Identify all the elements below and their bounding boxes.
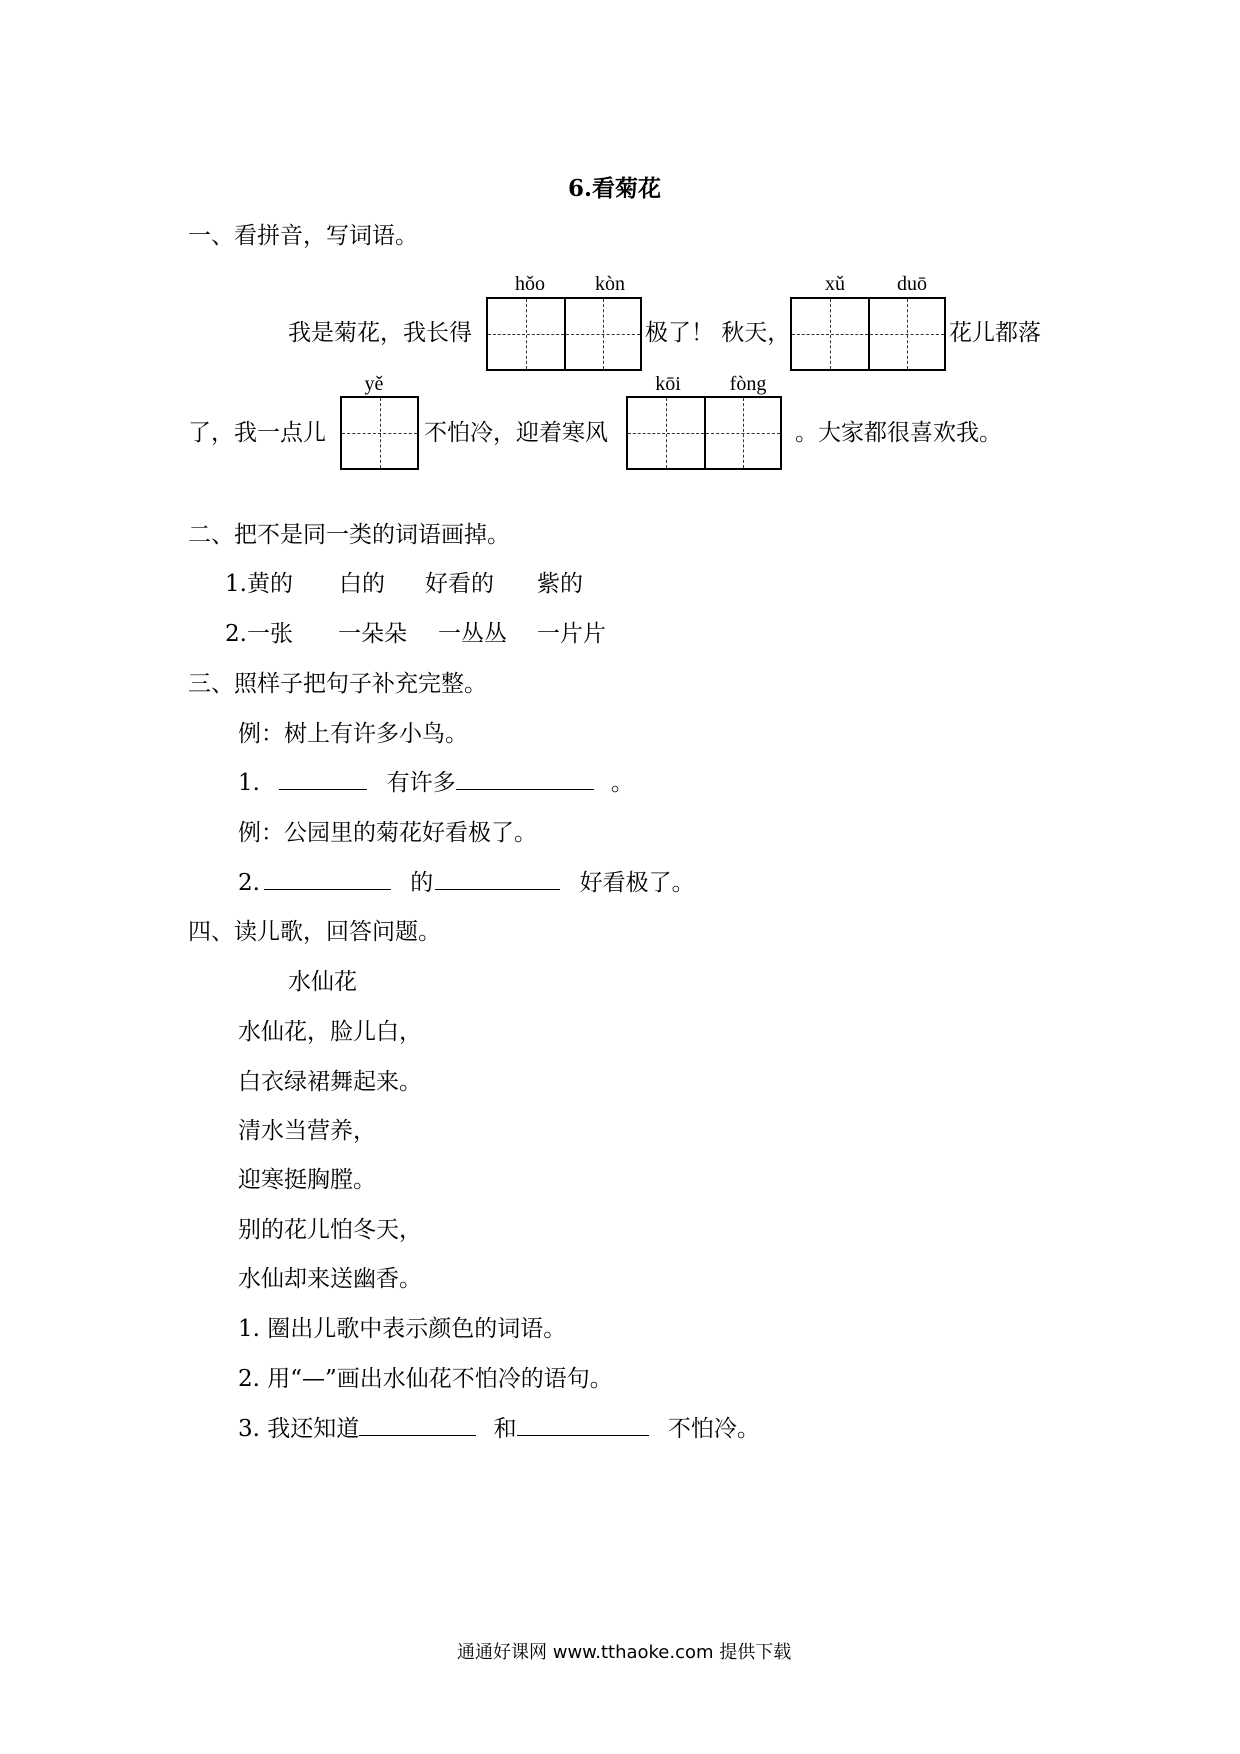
- s1-text-4: 了，我一点儿: [188, 420, 326, 446]
- s1-text-3: 花儿都落: [949, 320, 1041, 346]
- answer-blank[interactable]: [264, 869, 391, 890]
- s3-q2-text: 的: [410, 870, 434, 896]
- answer-blank[interactable]: [279, 769, 367, 790]
- s4-q3-end: 不怕冷。: [667, 1416, 760, 1442]
- writing-grid-haokan[interactable]: [486, 297, 642, 371]
- pinyin-kan: kòn: [595, 273, 625, 295]
- grid-cell[interactable]: [488, 299, 564, 369]
- poem-line: 水仙花，脸儿白，: [238, 1019, 422, 1045]
- s4-q3-and: 和: [493, 1416, 517, 1442]
- writing-grid-kaifang[interactable]: [626, 396, 782, 470]
- pinyin-kai: kōi: [655, 373, 681, 395]
- s3-example1: 例：树上有许多小鸟。: [238, 721, 468, 747]
- s4-question2: 2. 用“—”画出水仙花不怕冷的语句。: [238, 1366, 613, 1392]
- s3-q1-end: 。: [610, 770, 634, 796]
- poem-line: 迎寒挺胸膛。: [238, 1167, 376, 1193]
- poem-title: 水仙花: [288, 969, 357, 995]
- s4-question3: [238, 1414, 760, 1444]
- grid-cell[interactable]: [628, 398, 704, 468]
- grid-cell[interactable]: [564, 299, 640, 369]
- answer-blank[interactable]: [435, 869, 560, 890]
- pinyin-ye: yě: [364, 373, 384, 395]
- s1-text-5: 不怕冷，迎着寒风: [424, 420, 608, 446]
- poem-line: 白衣绿裙舞起来。: [238, 1069, 422, 1095]
- answer-blank[interactable]: [359, 1415, 476, 1436]
- s2-row2-item[interactable]: 一片片: [537, 621, 606, 647]
- section2-heading: 二、把不是同一类的词语画掉。: [188, 522, 510, 548]
- s3-question1: [238, 768, 634, 798]
- s3-q1-text: 有许多: [386, 770, 456, 796]
- s1-text-6: 。大家都很喜欢我。: [795, 420, 1002, 446]
- poem-line: 别的花儿怕冬天，: [238, 1217, 422, 1243]
- s3-q2-number: 2.: [238, 870, 260, 896]
- pinyin-fang: fòng: [729, 373, 767, 395]
- s1-text-2: 极了！ 秋天，: [645, 320, 791, 346]
- s2-row2-item[interactable]: 2.一张: [225, 621, 293, 647]
- s2-row2-item[interactable]: 一丛丛: [438, 621, 507, 647]
- s2-row1-item[interactable]: 好看的: [425, 571, 494, 597]
- s1-text-1: 我是菊花，我长得: [288, 320, 472, 346]
- grid-cell[interactable]: [868, 299, 944, 369]
- s4-question1: 1. 圈出儿歌中表示颜色的词语。: [238, 1316, 567, 1342]
- writing-grid-xuduo[interactable]: [790, 297, 946, 371]
- s3-example2: 例：公园里的菊花好看极了。: [238, 820, 537, 846]
- section1-heading: 一、看拼音，写词语。: [188, 223, 418, 249]
- pinyin-hao: hǒo: [515, 273, 545, 295]
- grid-cell[interactable]: [704, 398, 780, 468]
- answer-blank[interactable]: [456, 769, 594, 790]
- page-title: 6.看菊花: [568, 175, 662, 202]
- writing-grid-ye[interactable]: [340, 396, 419, 470]
- s3-question2: [238, 868, 695, 898]
- s3-q1-number: 1.: [238, 770, 260, 796]
- poem-line: 清水当营养，: [238, 1118, 376, 1144]
- s2-row1-item[interactable]: 1.黄的: [225, 571, 293, 597]
- s2-row1-item[interactable]: 紫的: [537, 571, 583, 597]
- grid-cell[interactable]: [792, 299, 868, 369]
- s2-row2-item[interactable]: 一朵朵: [338, 621, 407, 647]
- pinyin-xu: xǔ: [825, 273, 845, 295]
- s4-q3-text: 3. 我还知道: [238, 1416, 360, 1442]
- pinyin-duo: duō: [897, 273, 927, 295]
- s3-q2-end: 好看极了。: [579, 870, 695, 896]
- grid-cell[interactable]: [342, 398, 417, 468]
- s2-row1-item[interactable]: 白的: [339, 571, 385, 597]
- footer-text: 通通好课网 www.tthaoke.com 提供下载: [457, 1642, 792, 1663]
- section4-heading: 四、读儿歌，回答问题。: [188, 919, 441, 945]
- section3-heading: 三、照样子把句子补充完整。: [188, 671, 487, 697]
- poem-line: 水仙却来送幽香。: [238, 1266, 422, 1292]
- answer-blank[interactable]: [517, 1415, 649, 1436]
